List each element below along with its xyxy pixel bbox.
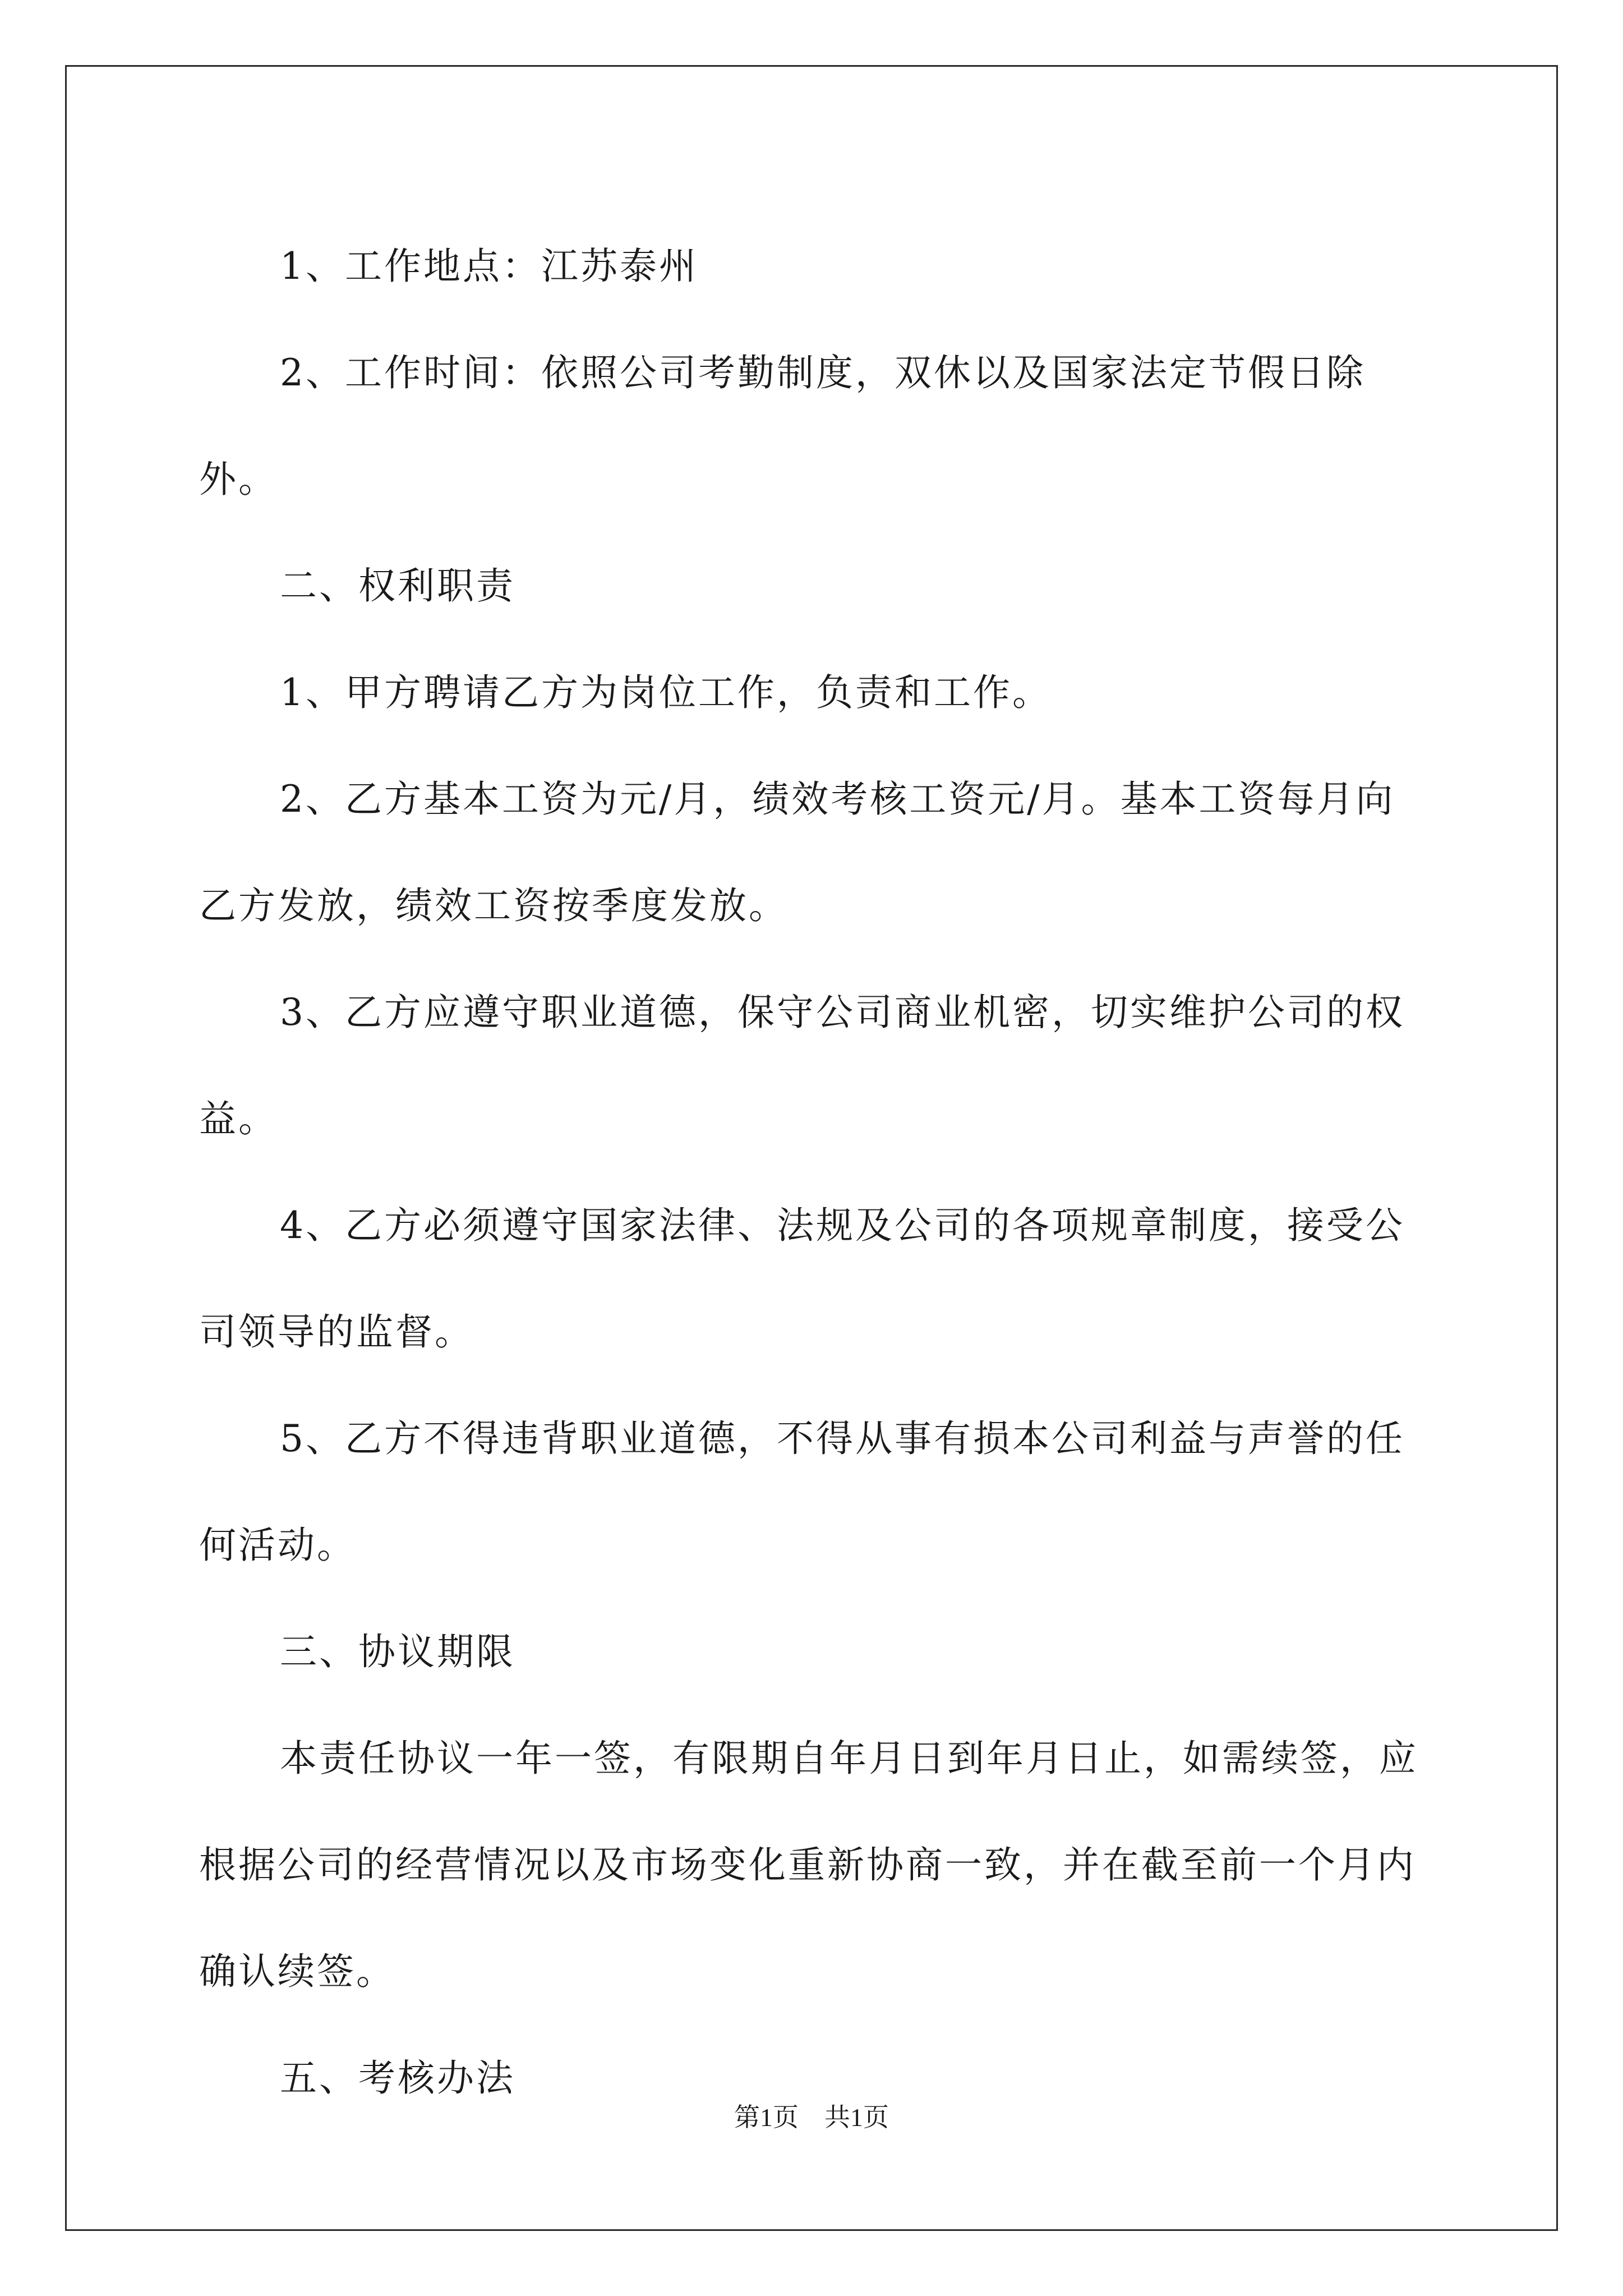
section-heading-agreement-term: 三、协议期限: [280, 1630, 515, 1673]
document-body: [199, 213, 1430, 2132]
paragraph-agreement-term: 本责任协议一年一签，有限期自年月日到年月日止，如需续签，应根据公司的经营情况以及市场变化重新协商一致，并在截至前一个月内确认续签。: [199, 1737, 1418, 1993]
page-number-footer: 第1页 共1页: [734, 2103, 889, 2132]
paragraph-duty-2: 2、乙方基本工资为元/月，绩效考核工资元/月。基本工资每月向乙方发放，绩效工资按季度发放。: [199, 777, 1395, 927]
paragraph-duty-3: 3、乙方应遵守职业道德，保守公司商业机密，切实维护公司的权益。: [199, 991, 1405, 1140]
section-heading-assessment: 五、考核办法: [280, 2056, 515, 2100]
paragraph-duty-4: 4、乙方必须遵守国家法律、法规及公司的各项规章制度，接受公司领导的监督。: [199, 1204, 1405, 1354]
paragraph-duty-1: 1、甲方聘请乙方为岗位工作，负责和工作。: [280, 671, 1052, 714]
section-heading-rights-duties: 二、权利职责: [280, 564, 515, 608]
paragraph-work-location: 1、工作地点：江苏泰州: [280, 245, 698, 288]
paragraph-work-time: 2、工作时间：依照公司考勤制度，双休以及国家法定节假日除外。: [199, 351, 1366, 501]
paragraph-duty-5: 5、乙方不得违背职业道德，不得从事有损本公司利益与声誉的任何活动。: [199, 1417, 1405, 1567]
